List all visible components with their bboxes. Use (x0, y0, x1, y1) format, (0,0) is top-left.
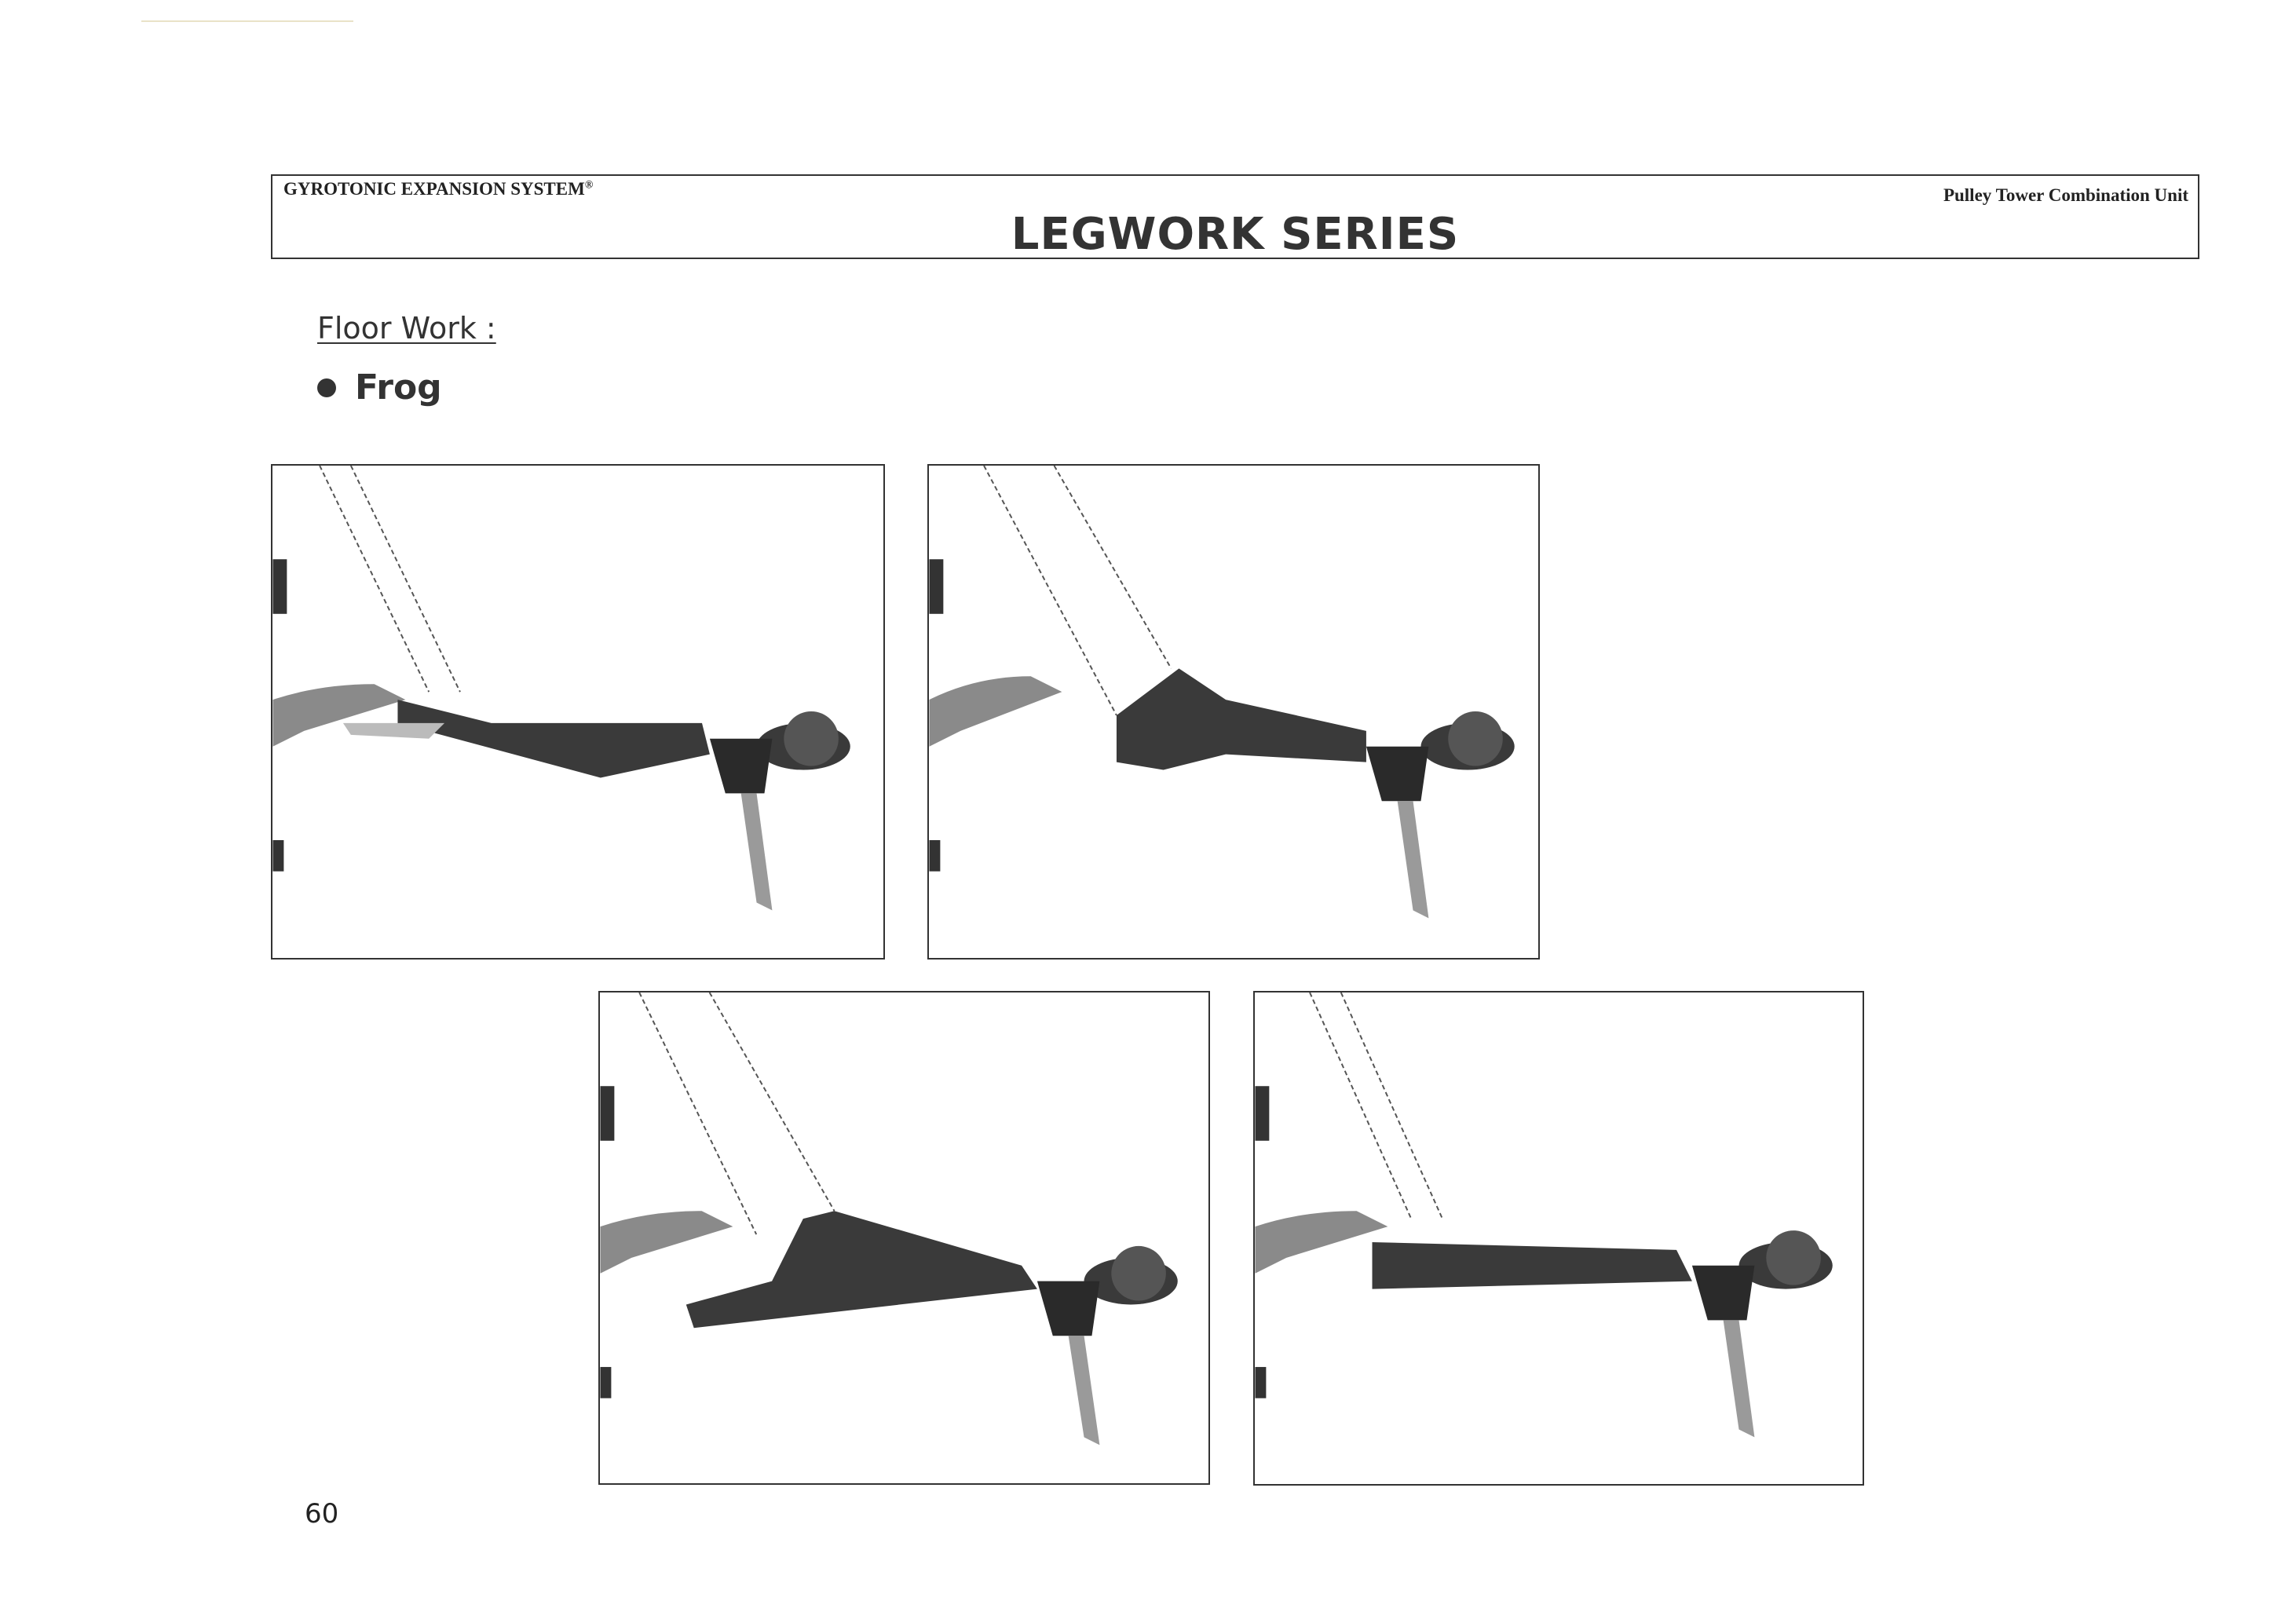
photo-frog-step-2 (927, 464, 1540, 960)
registered-mark: ® (584, 179, 594, 192)
photo-frog-step-1 (271, 464, 885, 960)
exercise-title (317, 367, 442, 408)
photo-frog-step-3 (598, 991, 1210, 1485)
figure-illustration (1255, 992, 1863, 1484)
exercise-name: Frog (355, 367, 442, 408)
header-unit-name: Pulley Tower Combination Unit (1943, 185, 2188, 205)
figure-illustration (272, 466, 883, 958)
bullet-icon (317, 378, 336, 397)
photo-frog-step-4 (1253, 991, 1864, 1486)
header-brand-text: GYROTONIC EXPANSION SYSTEM (283, 179, 585, 199)
page-header (271, 174, 2199, 259)
figure-illustration (929, 466, 1538, 958)
scan-artifact (141, 20, 353, 22)
header-brand (283, 179, 593, 199)
section-heading: Floor Work : (317, 311, 496, 345)
page-number: 60 (305, 1498, 339, 1530)
page-title: LEGWORK SERIES (1011, 209, 1460, 260)
figure-illustration (600, 992, 1208, 1483)
